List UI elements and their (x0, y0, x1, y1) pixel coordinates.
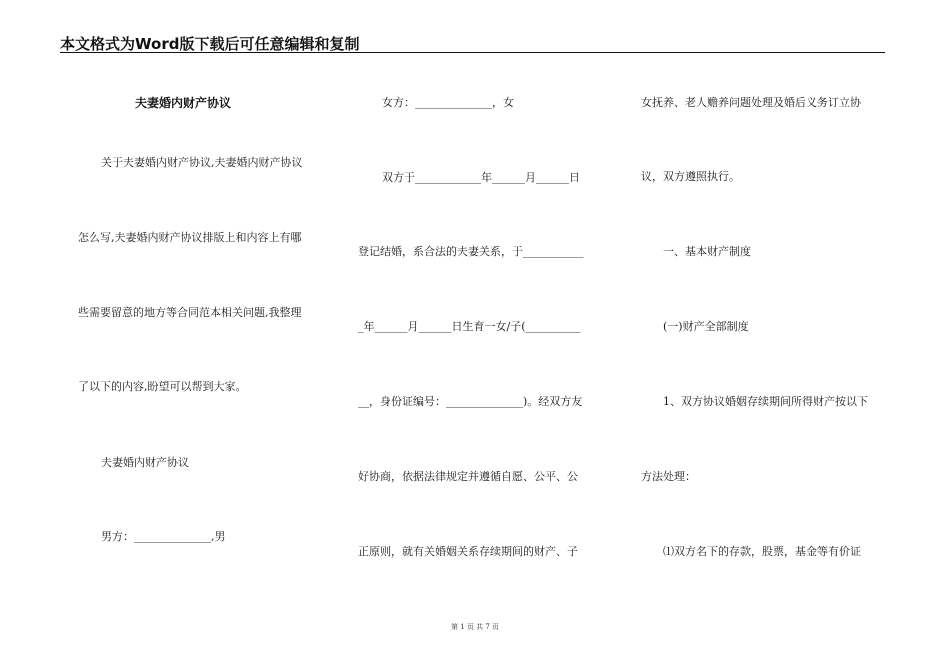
paragraph-line: _年______月______日生育一女/子(__________ (358, 320, 581, 333)
page-number: 第 1 页 共 7 页 (450, 623, 500, 631)
paragraph-line: 关于夫妻婚内财产协议,夫妻婚内财产协议 (101, 156, 303, 169)
paragraph-line: 登记结婚，系合法的夫妻关系，于___________ (358, 245, 584, 258)
paragraph-line: ⑴双方名下的存款，股票，基金等有价证 (663, 545, 861, 558)
paragraph-line: 女抚养、老人赡养问题处理及婚后义务订立协 (641, 96, 861, 109)
paragraph-line: 些需要留意的地方等合同范本相关问题,我整理 (78, 306, 302, 319)
paragraph-line: (一)财产全部制度 (663, 320, 749, 333)
paragraph-line: 方法处理： (641, 470, 696, 483)
paragraph-line: 女方：______________，女 (382, 96, 514, 109)
paragraph-line: 好协商，依据法律规定并遵循自愿、公平、公 (358, 470, 578, 483)
paragraph-line: 议，双方遵照执行。 (641, 170, 740, 183)
paragraph-line: 了以下的内容,盼望可以帮到大家。 (78, 380, 247, 393)
paragraph-line: 怎么写,夫妻婚内财产协议排版上和内容上有哪 (78, 231, 302, 244)
header-text: 本文格式为Word版下载后可任意编辑和复制 (60, 35, 360, 53)
text-column-1 (0, 0, 330, 672)
paragraph-line: 正原则，就有关婚姻关系存续期间的财产、子 (358, 545, 578, 558)
paragraph-line: 夫妻婚内财产协议 (101, 456, 189, 469)
text-column-2 (330, 0, 630, 672)
document-title: 夫妻婚内财产协议 (135, 96, 232, 110)
paragraph-line: 一、基本财产制度 (663, 245, 751, 258)
paragraph-line: 1、双方协议婚姻存续期间所得财产按以下 (663, 395, 868, 408)
paragraph-line: __，身份证编号：______________)。经双方友 (358, 395, 583, 408)
paragraph-line: 双方于____________年______月______日 (382, 171, 580, 184)
paragraph-line: 男方：______________,男 (101, 530, 226, 543)
text-column-3 (630, 0, 900, 672)
